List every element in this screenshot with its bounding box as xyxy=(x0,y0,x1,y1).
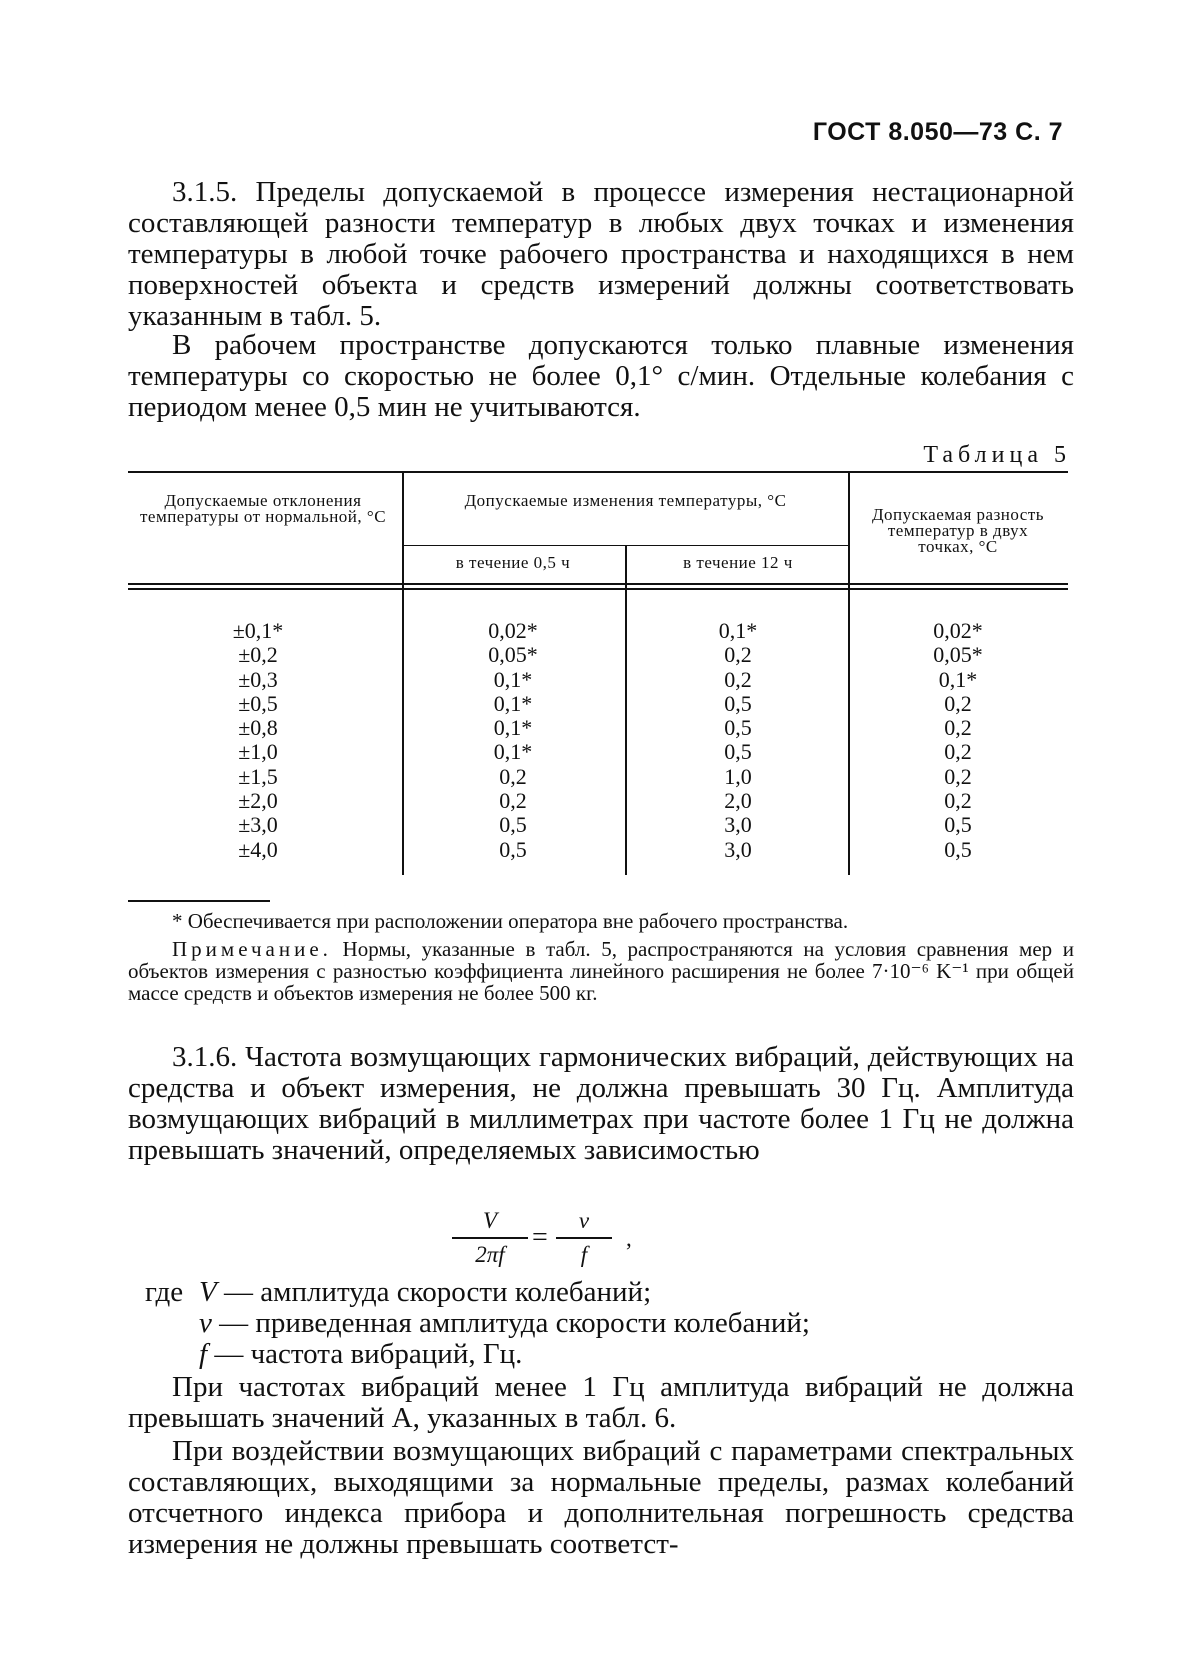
table-cell: 0,5 xyxy=(499,812,527,838)
table-cell: ±0,5 xyxy=(238,690,278,716)
table-cell: ±0,8 xyxy=(238,715,278,741)
symbol-definitions xyxy=(145,1277,810,1370)
table-cell: 0,2 xyxy=(724,666,752,692)
definition-text: — частота вибраций, Гц. xyxy=(214,1338,523,1370)
table-cell: 0,2 xyxy=(724,642,752,668)
page-header: ГОСТ 8.050—73 С. 7 xyxy=(812,118,1063,146)
table-cell: 0,2 xyxy=(944,788,972,814)
table-cell: 0,02* xyxy=(933,618,983,643)
table-cell: 0,1* xyxy=(493,690,533,716)
definition-prefix: где xyxy=(145,1276,184,1308)
header-rule-2 xyxy=(128,588,1068,590)
definition-text: — приведенная амплитуда скорости колебаний; xyxy=(219,1307,810,1339)
paragraph-spectral xyxy=(128,1436,1074,1560)
table-cell: 0,1* xyxy=(493,739,533,765)
definition-symbol: v xyxy=(199,1307,212,1339)
table-cell: 0,5 xyxy=(499,836,527,862)
table-cell: 0,1* xyxy=(493,666,533,692)
formula-comma: , xyxy=(626,1226,632,1251)
table-cell: 0,2 xyxy=(944,690,972,716)
table-caption: Таблица 5 xyxy=(923,442,1071,468)
paragraph-3-1-6 xyxy=(128,1042,1074,1166)
table-5 xyxy=(128,471,1068,885)
definition-text: — амплитуда скорости колебаний; xyxy=(223,1276,652,1308)
table-cell: 0,5 xyxy=(724,739,752,765)
footnote: * Обеспечивается при расположении оператора вне рабочего пространства. xyxy=(172,909,849,933)
column-header-deviation: Допускаемые отклонения температуры от нормальной, °С xyxy=(139,491,387,526)
fraction-left xyxy=(452,1208,528,1268)
table-cell: 0,1* xyxy=(938,666,978,692)
table-cell: 0,2 xyxy=(944,763,972,789)
vibration-formula xyxy=(452,1208,702,1278)
column-difference-values xyxy=(863,619,1053,862)
table-cell: 3,0 xyxy=(724,812,752,838)
formula-numerator: V xyxy=(452,1208,528,1239)
table-cell: 0,5 xyxy=(944,836,972,862)
column-deviation-values xyxy=(168,619,348,862)
footnote-rule xyxy=(128,900,270,902)
table-cell: 0,1* xyxy=(718,618,758,643)
table-cell: ±1,5 xyxy=(238,763,278,789)
definition-symbol: f xyxy=(199,1338,208,1370)
paragraph-text: В рабочем пространстве допускаются только плавные изменения температуры со скоростью не более 0,1° с/мин. Отдельные колебания с периодом менее 0,5 мин не учитываются. xyxy=(128,329,1074,423)
table-cell: 0,02* xyxy=(488,618,538,643)
table-top-rule xyxy=(128,471,1068,473)
paragraph-3-1-5 xyxy=(128,177,1074,332)
paragraph-text: 3.1.5. Пределы допускаемой в процессе измерения нестационарной составляющей разности температур в любых двух точках и изменения температуры в любой точке рабочего пространства и находящихся в нем поверхностей объекта и средств измерений должны соответствовать указанным в табл. 5. xyxy=(128,176,1074,332)
column-divider-1 xyxy=(402,471,404,875)
table-cell: 3,0 xyxy=(724,836,752,862)
note-label: Примечание. xyxy=(172,937,332,961)
formula-equals: = xyxy=(532,1222,548,1253)
table-cell: ±4,0 xyxy=(238,836,278,862)
table-cell: ±3,0 xyxy=(238,812,278,838)
column-header-twelve-hours: в течение 12 ч xyxy=(683,553,793,572)
table-note xyxy=(128,938,1074,1004)
table-cell: 0,05* xyxy=(933,642,983,668)
column-group-header-changes: Допускаемые изменения температуры, °С xyxy=(464,491,787,510)
table-cell: ±0,1* xyxy=(232,618,284,643)
column-header-difference: Допускаемая разность температур в двух точках, °С xyxy=(871,505,1045,556)
table-cell: ±0,2 xyxy=(238,642,278,668)
column-header-half-hour: в течение 0,5 ч xyxy=(455,553,571,572)
column-divider-2 xyxy=(625,545,627,875)
definition-row xyxy=(145,1339,810,1370)
paragraph-text: 3.1.6. Частота возмущающих гармонических вибраций, действующих на средства и объект измерения, не должна превышать 30 Гц. Амплитуда возмущающих вибраций в миллиметрах при частоте более 1 Гц не должна превышать значений, определяемых зависимостью xyxy=(128,1041,1074,1166)
paragraph-text: При частотах вибраций менее 1 Гц амплитуда вибраций не должна превышать значений A, указанных в табл. 6. xyxy=(128,1371,1074,1434)
paragraph-low-frequency xyxy=(128,1372,1074,1434)
column-half-hour-values xyxy=(418,619,608,862)
table-cell: 0,2 xyxy=(499,763,527,789)
table-cell: 1,0 xyxy=(724,763,752,789)
definition-symbol: V xyxy=(199,1276,217,1308)
table-cell: 0,5 xyxy=(724,690,752,716)
definition-row xyxy=(145,1308,810,1339)
note-text: Нормы, указанные в табл. 5, распространяются на условия сравнения мер и объектов измерения с разностью коэффициента линейного расширения не более 7·10⁻⁶ K⁻¹ при общей массе средств и объектов измерения не более 500 кг. xyxy=(128,937,1075,1005)
table-cell: ±1,0 xyxy=(238,739,278,765)
fraction-right xyxy=(556,1208,612,1268)
table-cell: 0,5 xyxy=(944,812,972,838)
table-cell: 2,0 xyxy=(724,788,752,814)
paragraph-rate-of-change xyxy=(128,330,1074,423)
table-cell: 0,2 xyxy=(944,715,972,741)
formula-denominator: 2πf xyxy=(475,1242,505,1267)
column-divider-3 xyxy=(848,471,850,875)
formula-numerator: v xyxy=(556,1208,612,1239)
table-cell: 0,2 xyxy=(944,739,972,765)
formula-denominator: f xyxy=(580,1242,588,1267)
table-cell: 0,1* xyxy=(493,715,533,741)
paragraph-text: При воздействии возмущающих вибраций с параметрами спектральных составляющих, выходящими за нормальные пределы, размах колебаний отсчетного индекса прибора и дополнительная погрешность средства измерения не должны превышать соответст- xyxy=(128,1435,1074,1560)
definition-row xyxy=(145,1277,810,1308)
header-rule-1 xyxy=(128,583,1068,585)
table-cell: 0,2 xyxy=(499,788,527,814)
table-cell: 0,5 xyxy=(724,715,752,741)
table-cell: ±2,0 xyxy=(238,788,278,814)
column-twelve-hours-values xyxy=(643,619,833,862)
table-cell: 0,05* xyxy=(488,642,538,668)
table-cell: ±0,3 xyxy=(238,666,278,692)
